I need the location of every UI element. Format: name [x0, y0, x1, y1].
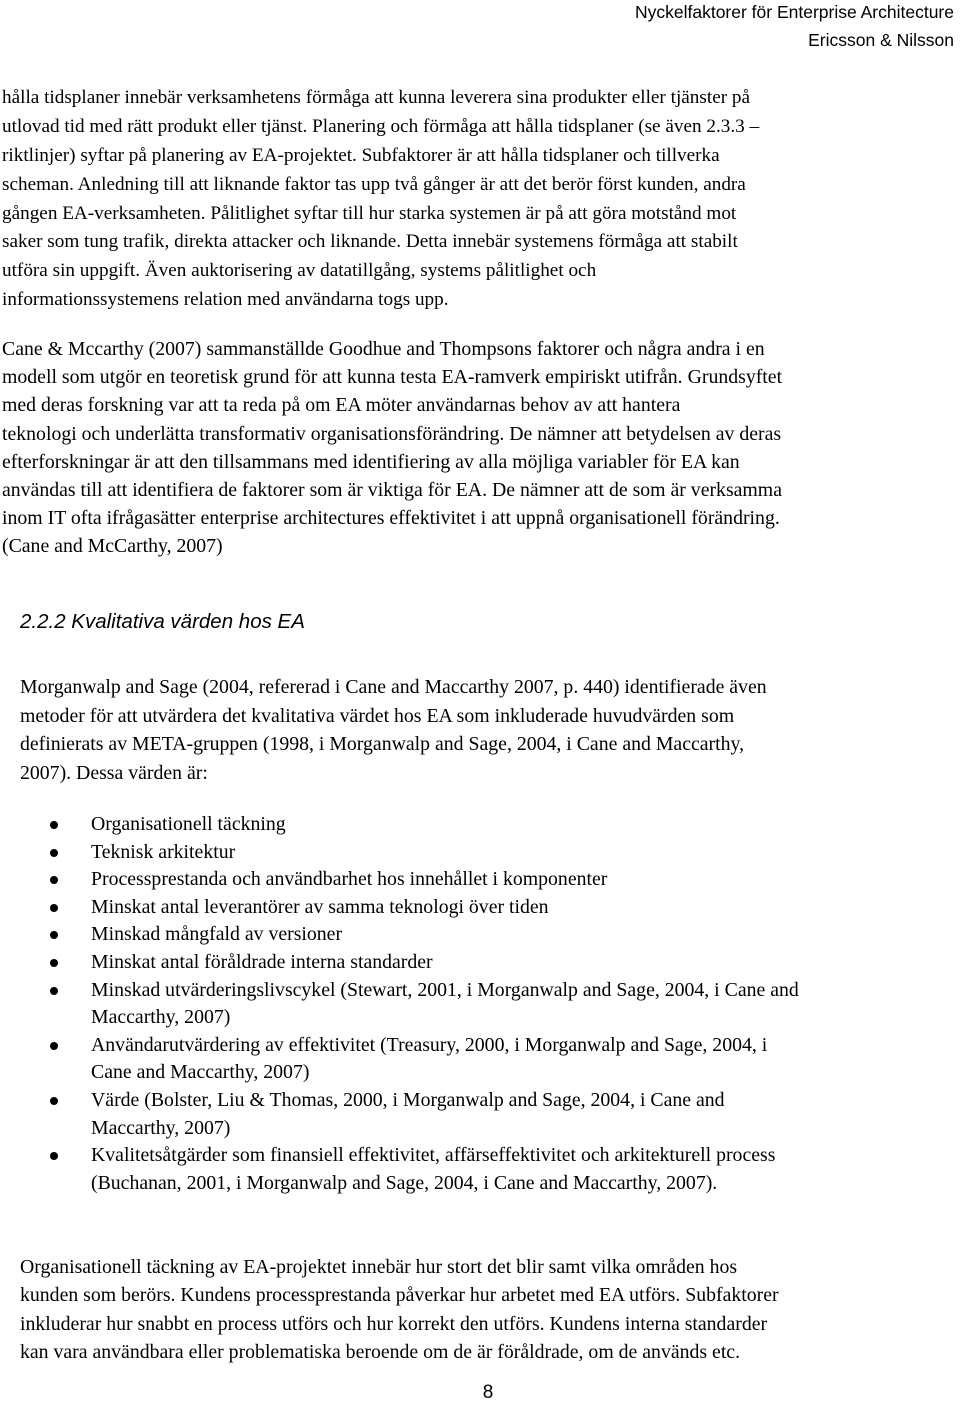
list-item	[50, 839, 955, 867]
bullet-icon	[50, 849, 58, 857]
text-line: inkluderar hur snabbt en process utförs och hur korrekt den utförs. Kundens interna standarder	[20, 1312, 768, 1335]
header-title: Nyckelfaktorer för Enterprise Architecture	[634, 2, 954, 22]
list-item-text: Värde (Bolster, Liu & Thomas, 2000, i Morganwalp and Sage, 2004, i Cane and	[91, 1088, 725, 1111]
text-line: hålla tidsplaner innebär verksamhetens förmåga att kunna leverera sina produkter eller tjänster på	[2, 87, 751, 108]
text-line: utlovad tid med rätt produkt eller tjänst. Planering och förmåga att hålla tidsplaner (se även 2.3.3 –	[2, 115, 760, 137]
header-authors: Ericsson & Nilsson	[808, 30, 954, 50]
list-item-text: Kvalitetsåtgärder som finansiell effektivitet, affärseffektivitet och arkitekturell process	[91, 1144, 776, 1167]
paragraph-2	[2, 335, 954, 561]
text-line: med deras forskning var att ta reda på om EA möter användarnas behov av att hantera	[2, 394, 681, 417]
text-line: definierats av META-gruppen (1998, i Morganwalp and Sage, 2004, i Cane and Maccarthy,	[20, 733, 745, 755]
list-item-text: Maccarthy, 2007)	[91, 1116, 231, 1139]
bullet-icon	[50, 1097, 58, 1105]
bullet-icon	[50, 904, 58, 912]
text-line: teknologi och underlätta transformativ organisationsförändring. De nämner att betydelsen av deras	[2, 422, 782, 445]
list-item-text: Cane and Maccarthy, 2007)	[91, 1061, 310, 1084]
paragraph-1	[2, 84, 954, 315]
list-item-text: Minskad mångfald av versioner	[91, 923, 343, 946]
text-line: utföra sin uppgift. Även auktorisering av datatillgång, systems pålitlighet och	[2, 260, 597, 282]
text-line: kunden som berörs. Kundens processprestanda påverkar hur arbetet med EA utförs. Subfaktorer	[20, 1284, 779, 1307]
text-line: saker som tung trafik, direkta attacker och liknande. Detta innebär systemens förmåga att stabilt	[2, 231, 738, 253]
text-line: scheman. Anledning till att liknande faktor tas upp två gånger är att det berör först kunden, andra	[2, 173, 746, 195]
list-item	[50, 1032, 955, 1087]
text-line: informationssystemens relation med användarna togs upp.	[2, 289, 449, 311]
bullet-icon	[50, 821, 58, 829]
paragraph-4	[20, 1253, 950, 1366]
text-line: inom IT ofta ifrågasätter enterprise architectures effektivitet i att uppnå organisationell förändring.	[2, 507, 780, 530]
list-item-text: (Buchanan, 2001, i Morganwalp and Sage, 2004, i Cane and Maccarthy, 2007).	[91, 1171, 718, 1194]
bullet-icon	[50, 1152, 58, 1160]
bullet-icon	[50, 876, 58, 884]
bullet-icon	[50, 959, 58, 967]
list-item-text: Minskat antal föråldrade interna standarder	[91, 950, 433, 973]
list-item	[50, 977, 955, 1032]
list-item	[50, 811, 955, 839]
text-line: användas till att identifiera de faktorer som är viktiga för EA. De nämner att de som är verksamma	[2, 478, 782, 501]
section-heading: 2.2.2 Kvalitativa värden hos EA	[20, 610, 305, 633]
list-item-text: Användarutvärdering av effektivitet (Treasury, 2000, i Morganwalp and Sage, 2004, i	[91, 1033, 768, 1056]
text-line: 2007). Dessa värden är:	[20, 761, 208, 784]
text-line: gången EA-verksamheten. Pålitlighet syftar till hur starka systemen är på att göra motstånd mot	[2, 202, 737, 224]
list-item-text: Organisationell täckning	[91, 813, 286, 835]
text-line: Organisationell täckning av EA-projektet innebär hur stort det blir samt vilka områden hos	[20, 1256, 738, 1278]
text-line: (Cane and McCarthy, 2007)	[2, 535, 223, 558]
text-line: Cane & Mccarthy (2007) sammanställde Goodhue and Thompsons faktorer och några andra i en	[2, 338, 765, 360]
bullet-icon	[50, 1042, 58, 1050]
list-item-text: Maccarthy, 2007)	[91, 1006, 231, 1029]
list-item-text: Processprestanda och användbarhet hos innehållet i komponenter	[91, 868, 608, 891]
list-item	[50, 921, 955, 949]
values-list	[50, 811, 955, 1197]
text-line: modell som utgör en teoretisk grund för att kunna testa EA-ramverk empiriskt utifrån. Grundsyftet	[2, 366, 783, 389]
text-line: Morganwalp and Sage (2004, refererad i Cane and Maccarthy 2007, p. 440) identifierade även	[20, 676, 767, 698]
text-line: kan vara användbara eller problematiska beroende om de är föråldrade, om de används etc.	[20, 1340, 741, 1363]
list-item	[50, 894, 955, 922]
text-line: riktlinjer) syftar på planering av EA-projektet. Subfaktorer är att hålla tidsplaner och tillverka	[2, 144, 720, 166]
list-item-text: Minskad utvärderingslivscykel (Stewart, 2001, i Morganwalp and Sage, 2004, i Cane and	[91, 978, 799, 1001]
list-item	[50, 1142, 955, 1197]
list-item-text: Minskat antal leverantörer av samma teknologi över tiden	[91, 895, 549, 918]
bullet-icon	[50, 987, 58, 995]
page-number: 8	[482, 1382, 494, 1403]
text-line: metoder för att utvärdera det kvalitativa värdet hos EA som inkluderade huvudvärden som	[20, 704, 735, 727]
bullet-icon	[50, 931, 58, 939]
paragraph-3	[20, 673, 950, 787]
list-item	[50, 949, 955, 977]
list-item	[50, 866, 955, 894]
list-item-text: Teknisk arkitektur	[91, 840, 236, 863]
list-item	[50, 1087, 955, 1142]
text-line: efterforskningar är att den tillsammans med identifiering av alla möjliga variabler för EA kan	[2, 450, 740, 473]
